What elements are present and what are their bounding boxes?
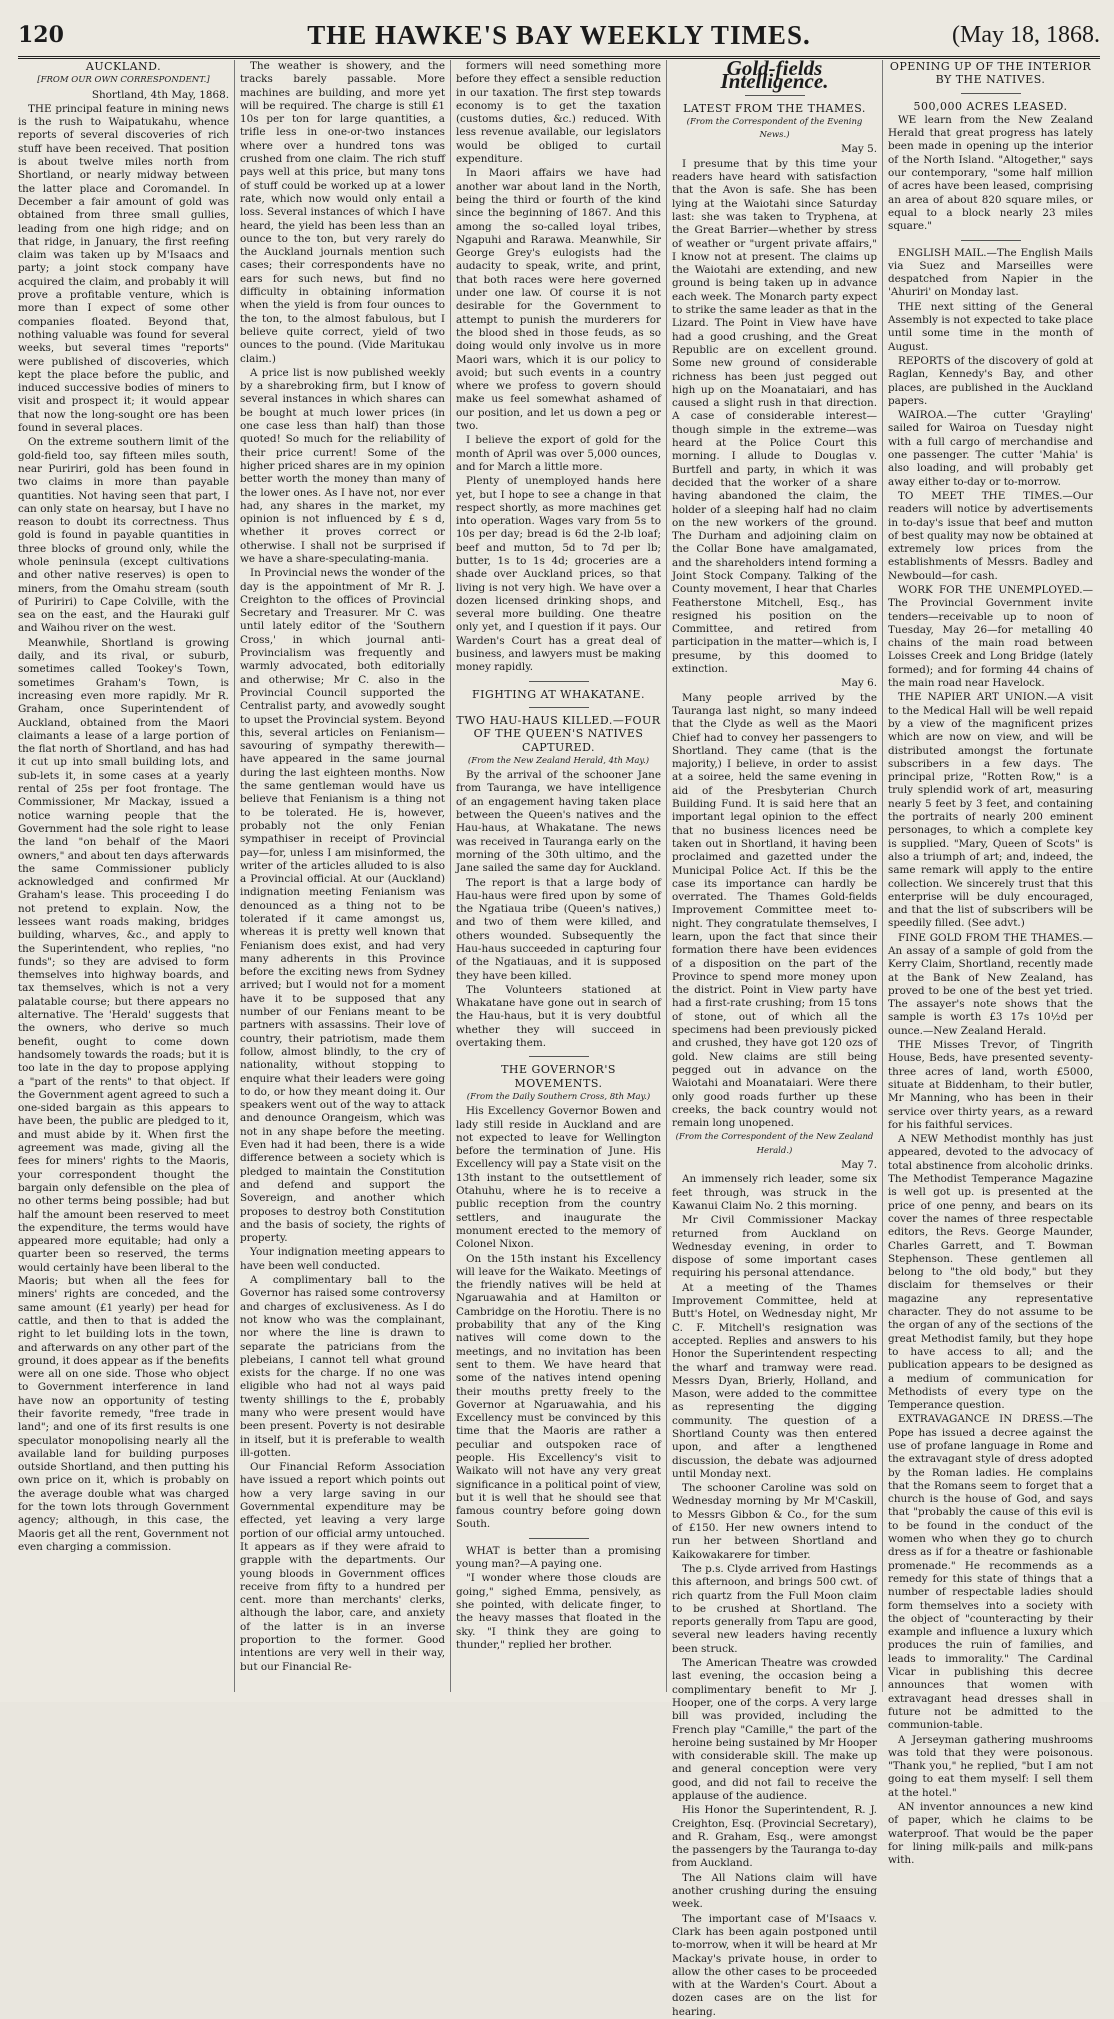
paragraph: REPORTS of the discovery of gold at Raglan, Kennedy's Bay, and other places, are published in the Auckland papers. [888,354,1093,407]
article-subtitle: TWO HAU-HAUS KILLED.—FOUR OF THE QUEEN'S NATIVES CAPTURED. [456,713,661,754]
paragraph: WHAT is better than a promising young man?—A paying one. [456,1544,661,1571]
column-5 [882,60,1098,1867]
paragraph: The All Nations claim will have another crushing during the ensuing week. [672,1871,877,1911]
paragraph: THE NAPIER ART UNION.—A visit to the Medical Hall will be well repaid by a view of the magnificent prizes which are now on view, and will be distributed amongst the fortunate subscribers in a few days. The principal prize, "Rotten Row," is a truly splendid work of art, measuring nearly 5 feet by 3 feet, and containing the portraits of nearly 200 eminent personages, to which a complete key is supplied. "Mary, Queen of Scots" is also a triumph of art; and, indeed, the same remark will apply to the entire collection. We sincerely trust that this enterprise will be duly encouraged, and that the list of subscribers will be speedily filled. (See advt.) [888,691,1093,930]
paragraph: The Volunteers stationed at Whakatane have gone out in search of the Hau-haus, but it is very doubtful whether they will succeed in overtaking them. [456,983,661,1050]
paragraph: Your indignation meeting appears to have been well conducted. [240,1246,445,1272]
paragraph: His Honor the Superintendent, R. J. Creighton, Esq. (Provincial Secretary), and R. Graham, Esq., were amongst the passengers by the Tauranga to-day from Auckland. [672,1804,877,1870]
article-byline: (From the New Zealand Herald, 4th May.) [467,755,650,766]
article-byline: [FROM OUR OWN CORRESPONDENT.] [37,75,210,86]
paragraph: THE next sitting of the General Assembly is not expected to take place until some time in the month of August. [888,300,1093,353]
article-dateline: May 6. [841,677,877,690]
paragraph: TO MEET THE TIMES.—Our readers will notice by advertisements in to-day's issue that beef and mutton of best quality may now be obtained at extremely low prices from the establishments of Messrs. Badley and Newbould—for cash. [888,489,1093,582]
paragraph: The report is that a large body of Hau-haus were fired upon by some of the Ngatiaua tribe (Queen's natives,) and two of them were killed, and others wounded. Subsequently the Hau-haus succeeded in capturing four of the Ngatiauas, and it is supposed they have been killed. [456,876,661,982]
paragraph: I believe the export of gold for the month of April was over 5,000 ounces, and for March a little more. [456,434,661,473]
paragraph: Meanwhile, Shortland is growing daily, and its rival, or suburb, sometimes called Tookey's Town, sometimes Graham's Town, is increasing even more rapidly. Mr R. Graham, once Superintendent of Auckland, obtained from the Maori claimants a lease of a large portion of the flat north of Shortland, and has had it cut up into small building lots, and sub-lets it, in some cases at a yearly rental of 25s per foot frontage. The Commissioner, Mr Mackay, issued a notice warning people that the Government had the sole right to lease the land "on behalf of the Maori owners," and about ten days afterwards the same Commissioner publicly acknowledged and confirmed Mr Graham's lease. This proceeding I do not pretend to explain. Now, the lessees want roads making, bridges building, wharves, &c., and apply to the Superintendent, who replies, "no funds"; so they are advised to form themselves into highway boards, and tax themselves, which is not a very palatable course; but there appears no alternative. The 'Herald' suggests that the owners, who derive so much benefit, ought to come down handsomely towards the roads; but it is too late in the day to propose applying a "part of the rents" to that object. If the Government agent agreed to such a one-sided bargain as this appears to have been, the public are pledged to it, and must abide by it. When first the agreement was made, giving all the fees for miners' rights to the Maoris, your correspondent thought the bargain only defensible on the plea of no other terms being possible; had but half the amount been reserved to meet the expenditure, the terms would have appeared more equitable; had only a quarter been so reserved, the terms would certainly have been liberal to the Maoris; but when all the fees for miners' rights are conceded, and the same amount (£1 yearly) per head for cattle, and then to that is added the right to let building lots in the town, and afterwards on any other part of the ground, it does appear as if the benefits were all on one side. Those who object to Government interference in land have now an opportunity of testing their favorite remedy, "free trade in land"; and one of its first results is one speculator monopolising nearly all the available land for building purposes outside Shortland, and then putting his own price on it, which is probably on the average double what was charged for the town lots through Government agency; although, in this case, the Maoris get all the rent, Government not even charging a commission. [18,636,229,1553]
divider [529,1056,589,1057]
paragraph: formers will need something more before they effect a sensible reduction in our taxation. The first step towards economy is to get the taxation (customs duties, &c.) reduced. With less revenue available, our legislators would be obliged to curtail expenditure. [456,60,661,166]
article-byline: (From the Correspondent of the New Zealand Herald.) [675,1132,874,1156]
paragraph: THE principal feature in mining news is the rush to Waipatukahu, whence reports of several discoveries of rich stuff have been received. That position is about twelve miles north from Shortland, or nearly midway between the latter place and Coromandel. In December a fair amount of gold was obtained from three small gullies, leading from one high ridge; and on that ridge, in January, the first reefing claim was taken up by M'Isaacs and party; a joint stock company have acquired the claim, and probably it will prove a profitable venture, which is more than I expect of some other companies floated. Beyond that, nothing valuable was found for several weeks, but several times "reports" were published of discoveries, which kept the place before the public, and induced successive bodies of miners to visit and prospect it; it would appear that now the long-sought ore has been found in several places. [18,102,229,435]
paragraph: WE learn from the New Zealand Herald that great progress has lately been made in opening up the interior of the North Island. "Altogether," says our contemporary, "some half million of acres have been leased, comprising an area of about 820 square miles, or equal to a block nearly 23 miles square." [888,113,1093,233]
section-title: Gold-fields Intelligence. [720,56,829,94]
paragraph: A NEW Methodist monthly has just appeared, devoted to the advocacy of total abstinence from alcoholic drinks. The Methodist Temperance Magazine is well got up. is presented at the price of one penny, and bears on its cover the names of three respectable editors, the Revs. George Maunder, Charles Garrett, and T. Bowman Stephenson. These gentlemen all belong to "the old body," but they disclaim for themselves or their magazine any representative character. They do not assume to be the organ of any of the sections of the great Methodist family, but they hope to have access to all; and the publication appears to be designed as a medium of communication for Methodists of every type on the Temperance question. [888,1133,1093,1412]
paragraph: Many people arrived by the Tauranga last night, so many indeed that the Clyde as well as the Maori Chief had to convey her passengers to Shortland. They came (that is the majority,) I believe, in order to assist at a soiree, held the same evening in aid of the Presbyterian Church Building Fund. It is said here that an important legal opinion to the effect that no business licences need be taken out in Shortland, it having been proclaimed and gazetted under the Municipal Police Act. If this be the case its importance can hardly be overrated. The Thames Gold-fields Improvement Committee meet to-night. They congratulate themselves, I learn, upon the fact that since their formation there have been evidences of a disposition on the part of the Province to spend more money upon the district. Point in View party have had a first-rate crushing; from 15 tons of stone, out of which all the specimens had been previously picked and crushed, they have got 120 ozs of gold. New claims are still being pegged out in advance on the Waiotahi and Moanataiari. Were there only good roads further up these creeks, the back country would not remain long unopened. [672,691,877,1130]
masthead: THE HAWKE'S BAY WEEKLY TIMES. [307,20,811,50]
paragraph: A Jerseyman gathering mushrooms was told that they were poisonous. "Thank you," he replied, "but I am not going to eat them myself: I sell them at the hotel." [888,1733,1093,1799]
paragraph: AN inventor announces a new kind of paper, which he claims to be waterproof. That would be the paper for lining milk-pails and milk-pans with. [888,1801,1093,1867]
article-dateline: May 7. [841,1159,877,1172]
paragraph: "I wonder where those clouds are going," sighed Emma, pensively, as she pointed, with delicate finger, to the heavy masses that floated in the sky. "I think they are going to thunder," replied her brother. [456,1572,661,1651]
paragraph: Our Financial Reform Association have issued a report which points out how a very large saving in our Governmental expenditure may be effected, yet leaving a very large portion of our official army untouched. It appears as if they were afraid to grapple with the departments. Our young bloods in Government offices receive from fifty to a hundred per cent. more than merchants' clerks, although the labor, care, and anxiety of the latter is in an inverse proportion to the former. Good intentions are very well in their way, but our Financial Re- [240,1461,445,1673]
paragraph: At a meeting of the Thames Improvement Committee, held at Butt's Hotel, on Wednesday night, Mr C. F. Mitchell's resignation was accepted. Replies and answers to his Honor the Superintendent respecting the wharf and tramway were read. Messrs Dyan, Brierly, Holland, and Mason, were added to the committee as representing the digging community. The question of a Shortland County was then entered upon, and after a lengthened discussion, the debate was adjourned until Monday next. [672,1281,877,1480]
paragraph: The schooner Caroline was sold on Wednesday morning by Mr M'Caskill, to Messrs Gibbon & Co., for the sum of £150. Her new owners intend to run her between Shortland and Kaikowakarere for timber. [672,1482,877,1561]
paragraph: ENGLISH MAIL.—The English Mails via Suez and Marseilles were despatched from Napier in the 'Ahuriri' on Monday last. [888,246,1093,299]
paragraph: By the arrival of the schooner Jane from Tauranga, we have intelligence of an engagement having taken place between the Queen's natives and the Hau-haus, at Whakatane. The news was received in Tauranga early on the morning of the 30th ultimo, and the Jane sailed the same day for Auckland. [456,769,661,875]
paragraph: His Excellency Governor Bowen and lady still reside in Auckland and are not expected to leave for Wellington before the termination of June. His Excellency will pay a State visit on the 13th instant to the outsettlement of Otahuhu, where he is to receive a public reception from the country settlers, and inaugurate the monument erected to the memory of Colonel Nixon. [456,1105,661,1251]
article-title: LATEST FROM THE THAMES. [683,101,866,115]
column-2 [234,60,450,1692]
article-dateline: Shortland, 4th May, 1868. [91,88,229,101]
column-4 [666,56,882,2018]
article-byline: (From the Correspondent of the Evening News.) [686,116,863,141]
column-1 [18,60,234,1692]
paragraph: THE Misses Trevor, of Tingrith House, Beds, have presented seventy-three acres of land, worth £5000, situate at Biddenham, to their butler, Mr Manning, who has been in their service over thirty years, as a reward for his faithful services. [888,1039,1093,1131]
divider [529,707,589,708]
issue-date: (May 18, 1868. [952,22,1100,48]
paragraph: In Maori affairs we have had another war about land in the North, being the third or fourth of the kind since the beginning of 1867. And this among the so-called loyal tribes, Ngapuhi and Rarawa. Meanwhile, Sir George Grey's eulogists had the audacity to speak, write, and print, that both races were here governed under one law. Of course it is not desirable for the Government to attempt to punish the murderers for the blood shed in those feuds, as so doing would only involve us in more Maori wars, which it is our policy to avoid; but such events in a country where we profess to govern should make us feel somewhat ashamed of our position, and let us down a peg or two. [456,167,661,433]
article-subtitle: 500,000 ACRES LEASED. [913,99,1068,113]
paragraph: On the extreme southern limit of the gold-field too, say fifteen miles south, near Puririri, gold has been found in two claims in more than payable quantities. Not having seen that part, I can only state on hearsay, but I have no reason to doubt its correctness. Thus gold is found in payable quantities in three blocks of ground only, while the whole peninsula (except cultivations and other native reserves) is open to miners, from the Omahu stream (south of Puririri) to Cape Colville, with the sea on the east, and the Hauraki gulf and Waihou river on the west. [18,436,229,635]
columns [18,56,1100,2018]
paragraph: The important case of M'Isaacs v. Clark has been again postponed until to-morrow, when it will be heard at Mr Mackay's private house, in order to allow the other cases to be proceeded with at the Warden's Court. About a dozen cases are on the list for hearing. [672,1912,877,2018]
paragraph: Mr Civil Commissioner Mackay returned from Auckland on Wednesday evening, in order to dispose of some important cases requiring his personal attendance. [672,1214,877,1280]
article-byline: (From the Daily Southern Cross, 8th May.) [466,1091,651,1102]
page-number: 120 [18,22,64,48]
paragraph: A price list is now published weekly by a sharebroking firm, but I know of several instances in which shares can be bought at much lower prices (in one case less than half) than those quoted! So much for the reliability of their price current! Some of the higher priced shares are in my opinion better worth the money than many of the lower ones. As I have not, nor ever had, any shares in the market, my opinion is not influenced by £ s d, whether it proves correct or otherwise. I shall not be surprised if we have a share-speculating-mania. [240,366,445,565]
paragraph: FINE GOLD FROM THE THAMES.—An assay of a sample of gold from the Kerry Claim, Shortland, recently made at the Bank of New Zealand, has proved to be one of the best yet tried. The assayer's note shows that the sample is worth £3 17s 10½d per ounce.—New Zealand Herald. [888,931,1093,1037]
paragraph: An immensely rich leader, some six feet through, was struck in the Kawanui Claim No. 2 this morning. [672,1173,877,1212]
paragraph: A complimentary ball to the Governor has raised some controversy and charges of exclusiveness. As I do not know who was the complainant, nor where the line is drawn to separate the patricians from the plebeians, I cannot tell what ground exists for the charge. If no one was eligible who had not al ways paid twenty shillings to the £, probably many who were present would have been present. Poverty is not desirable in itself, but it is preferable to wealth ill-gotten. [240,1274,445,1459]
article-title: OPENING UP OF THE INTERIOR BY THE NATIVES. [889,60,1092,87]
paragraph: On the 15th instant his Excellency will leave for the Waikato. Meetings of the friendly natives will be held at Ngaruawahia and at Hamilton or Cambridge on the Horotiu. There is no probability that any of the King natives will come down to the meetings, and no invitation has been sent to them. We have heard that some of the natives intend opening their mouths pretty freely to the Governor at Ngaruawahia, and his Excellency must be convinced by this time that the Maoris are rather a peculiar and outspoken race of people. His Excellency's visit to Waikato will not have any very great significance in a political point of view, but it is well that he should see that famous country before going down South. [456,1252,661,1531]
article-title: FIGHTING AT WHAKATANE. [472,687,645,701]
paragraph: The American Theatre was crowded last evening, the occasion being a complimentary benefit to Mr J. Hooper, one of the corps. A very large bill was provided, including the French play "Camille," the part of the heroine being sustained by Mr Hooper with considerable skill. The make up and general conception were very good, and did not fail to receive the applause of the audience. [672,1657,877,1802]
paragraph: EXTRAVAGANCE IN DRESS.—The Pope has issued a decree against the use of profane language in Rome and the extravagant style of dress adopted by the Roman ladies. He complains that the Romans seem to forget that a church is the house of God, and says that "probably the cause of this evil is to be found in the conduct of the women who when they go to church dress as if for a theatre or fashionable promenade." He recommends as a remedy for this state of things that a number of respectable ladies should form themselves into a society with the object of "counteracting by their example and influence a luxury which produces the ruin of families, and leads to immorality." The Cardinal Vicar in publishing this decree announces that women with extravagant head dresses shall in future not be admitted to the communion-table. [888,1413,1093,1732]
divider [745,95,805,96]
divider [529,1538,589,1539]
paragraph: I presume that by this time your readers have heard with satisfaction that the Avon is safe. She has been lying at the Waiotahi since Saturday last: she was taken to Tryphena, at the Great Barrier—whether by stress of weather or "urgent private affairs," I know not at present. The claims up the Waiotahi are extending, and new ground is being taken up in advance each week. The Monarch party expect to strike the same leader as that in the Lizard. The Point in View have have had a good crushing, and the Great Republic are on excellent ground. Some new ground of considerable richness has been just pegged out high up on the Moanataiari, and has caused a slight rush in that direction. A case of considerable interest—though simple in the extreme—was heard at the Police Court this morning. I allude to Douglas v. Burtfell and party, in which it was decided that the worker of a share having abandoned the claim, the holder of a sleeping half had no claim on the new workers of the ground. The Durham and adjoining claim on the Collar Bone have amalgamated, and the shareholders intend forming a Joint Stock Company. Talking of the County movement, I hear that Charles Featherstone Mitchell, Esq., has resigned his position on the Committee, and retired from participation in the matter—which is, I presume, by this doomed to extinction. [672,157,877,676]
page-header [18,14,1100,59]
paragraph: The weather is showery, and the tracks barely passable. More machines are building, and more yet will be required. The charge is still £1 10s per ton for large quantities, a trifle less in one-or-two instances where over a hundred tons was crushed from one claim. The rich stuff pays well at this price, but many tons of stuff could be worked up at a lower rate, which now would only entail a loss. Several instances of which I have heard, the yield has been less than an ounce to the ton, but very rarely do the Auckland journals mention such cases; their correspondents have no ears for such news, but find no difficulty in obtaining information when the yield is from four ounces to the ton, to the almost fabulous, but I believe quite correct, yield of two ounces to the pound. (Vide Maritukau claim.) [240,60,445,365]
paragraph: In Provincial news the wonder of the day is the appointment of Mr R. J. Creighton to the offices of Provincial Secretary and Treasurer. Mr C. was until lately editor of the 'Southern Cross,' in which journal anti-Provincialism was frequently and warmly advocated, both editorially and otherwise; Mr C. also in the Provincial Council supported the Centralist party, and avowedly sought to upset the Provincial system. Beyond this, several articles on Fenianism—savouring of sympathy therewith—have appeared in the same journal during the last eighteen months. Now the same gentleman would have us believe that Fenianism is a thing not to be tolerated. He is, however, probably not the only Fenian sympathiser in receipt of Provincial pay—for, unless I am misinformed, the writer of the articles alluded to is also a Provincial official. At our (Auckland) indignation meeting Fenianism was denounced as a thing not to be tolerated if it came amongst us, whereas it is pretty well known that Fenianism does exist, and had very many adherents in this Province before the exciting news from Sydney arrived; but I would not for a moment have it to be supposed that any number of our Fenians meant to be partners with assassins. Their love of country, their patriotism, made them follow, almost blindly, to the cry of nationality, without stopping to enquire what their leaders were going to do, or how they meant doing it. Our speakers went out of the way to attack and denounce Orangeism, which was not in any shape before the meeting. Even had it had been, there is a wide difference between a society which is pledged to maintain the Constitution and defend and support the Sovereign, and another which proposes to destroy both Constitution and the basis of society, the rights of property. [240,567,445,1245]
article-title: AUCKLAND. [85,60,162,73]
article-dateline: May 5. [841,143,877,156]
paragraph: Plenty of unemployed hands here yet, but I hope to see a change in that respect shortly, as more machines get into operation. Wages vary from 5s to 10s per day; bread is 6d the 2-lb loaf; beef and mutton, 5d to 7d per lb; butter, 1s to 1s 4d; groceries are a shade over Auckland prices, so that living is not very high. We have over a dozen licensed drinking shops, and several more building. One theatre only yet, and I question if it pays. Our Warden's Court has a great deal of business, and lawyers must be making money rapidly. [456,475,661,674]
divider [961,240,1021,241]
column-3 [450,60,666,1692]
divider [961,93,1021,94]
paragraph: The p.s. Clyde arrived from Hastings this afternoon, and brings 500 cwt. of rich quartz from the Full Moon claim to be crushed at Shortland. The reports generally from Tapu are good, several new leaders having recently been struck. [672,1562,877,1655]
paragraph: WORK FOR THE UNEMPLOYED.—The Provincial Government invite tenders—receivable up to noon of Tuesday, May 26—for metalling 40 chains of the main road between Loisses Creek and Long Bridge (lately formed); and for forming 44 chains of the main road near Havelock. [888,583,1093,690]
article-title: THE GOVERNOR'S MOVEMENTS. [501,1063,616,1090]
divider [529,681,589,682]
paragraph: WAIROA.—The cutter 'Grayling' sailed for Wairoa on Tuesday night with a full cargo of merchandise and one passenger. The cutter 'Mahia' is also loading, and will probably get away either to-day or to-morrow. [888,409,1093,488]
